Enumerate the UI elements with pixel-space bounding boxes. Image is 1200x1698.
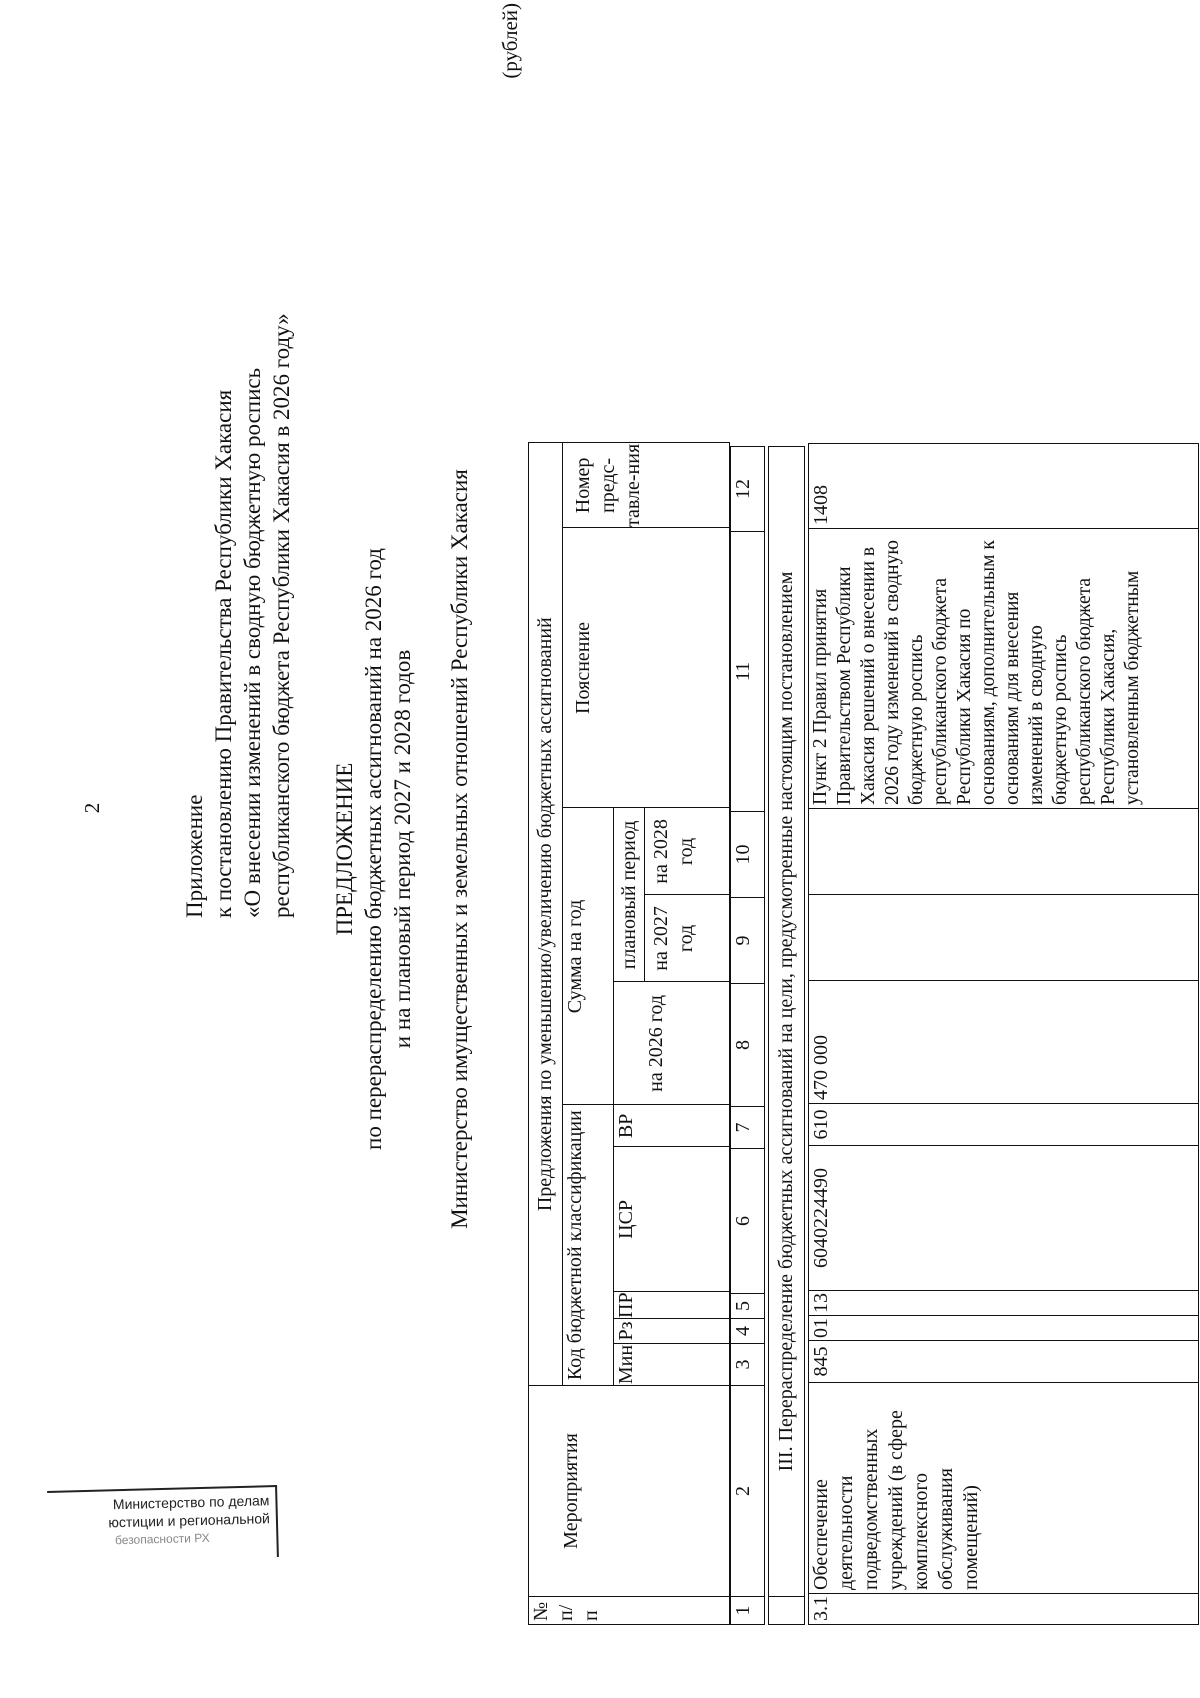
- header-rz: Рз: [614, 1319, 730, 1344]
- col-number: 11: [731, 532, 765, 812]
- units-label: (рублей): [498, 3, 522, 79]
- col-number: 7: [731, 1107, 765, 1149]
- col-number: 2: [731, 1386, 765, 1597]
- col-number: 4: [731, 1319, 765, 1344]
- header-budget-code: Код бюджетной классификации: [563, 1105, 614, 1386]
- col-number: 6: [731, 1149, 765, 1294]
- column-numbers-row: [730, 446, 765, 1625]
- ministry-name: Министерство имущественных и земельных отношений Республики Хакасия: [447, 469, 472, 1229]
- header-min: Мин: [614, 1344, 730, 1386]
- header-explanation: Пояснение: [563, 528, 730, 808]
- title-line: и на плановый период 2027 и 2028 годов: [390, 649, 415, 1049]
- row-2028: [809, 809, 1199, 895]
- header-proposals: Предложения по уменьшению/увеличению бюджетных ассигнований: [529, 443, 563, 1386]
- header-num: № п/п: [529, 1597, 730, 1625]
- col-number: 10: [731, 812, 765, 898]
- header-table: [528, 442, 730, 1625]
- appendix-line: «О внесении изменений в сводную бюджетную роспись: [240, 367, 265, 918]
- header-plan-period-group: [614, 808, 730, 982]
- col-number: 3: [731, 1344, 765, 1386]
- col-number: 12: [731, 447, 765, 532]
- appendix-block: [180, 18, 296, 918]
- section-title: III. Перераспределение бюджетных ассигнований на цели, предусмотренные настоящим постановлением: [769, 447, 805, 1597]
- row-2026: 470 000: [809, 981, 1199, 1104]
- header-plan-period: плановый период: [614, 808, 645, 981]
- title-heading: ПРЕДЛОЖЕНИЕ: [332, 762, 357, 936]
- row-rz: 01: [809, 1316, 1199, 1341]
- col-number: 8: [731, 984, 765, 1107]
- appendix-line: к постановлению Правительства Республики Хакасия: [211, 389, 236, 918]
- title-line: по перераспределению бюджетных ассигнований на 2026 год: [361, 548, 386, 1150]
- row-vr: 610: [809, 1104, 1199, 1146]
- row-explanation: Пункт 2 Правил принятия Правительством Республики Хакасия решений о внесении в 2026 году изменений в сводную бюджетную роспись республиканского бюджета Республики Хакасия по основаниям, дополнительным к основаниям для внесения изменений в сводную бюджетную роспись республиканского бюджета Республики Хакасия, установленным бюджетным: [809, 529, 1199, 809]
- header-2028: на 2028 год: [650, 819, 697, 884]
- row-event: Обеспечение деятельности подведомственных учреждений (в сфере комплексного обслуживания помещений): [809, 1383, 1199, 1594]
- header-csr: ЦСР: [614, 1147, 730, 1292]
- row-csr: 6040224490: [809, 1146, 1199, 1291]
- table-row: [809, 444, 1199, 1625]
- header-repr-number: Номер предс-тавле-ния: [563, 443, 730, 528]
- header-pr: ПР: [614, 1292, 730, 1319]
- header-2027: на 2027 год: [645, 894, 729, 981]
- section-row: [768, 446, 805, 1625]
- col-number: 5: [731, 1294, 765, 1319]
- row-repr: 1408: [809, 444, 1199, 529]
- appendix-line: республиканского бюджета Республики Хакасия в 2026 году»: [269, 313, 294, 918]
- row-pr: 13: [809, 1291, 1199, 1316]
- header-sum: Сумма на год: [563, 808, 614, 1105]
- header-2026: на 2026 год: [614, 982, 730, 1105]
- row-num: 3.1: [809, 1594, 1199, 1625]
- stamp-line: юстиции и региональной: [108, 1510, 271, 1531]
- header-vr: ВР: [614, 1105, 730, 1147]
- data-table: [808, 443, 1199, 1625]
- page-number: 2: [80, 802, 104, 814]
- col-number: 9: [731, 898, 765, 984]
- stamp-line: Министерство по делам: [112, 1492, 270, 1513]
- appendix-line: Приложение: [182, 794, 207, 918]
- row-2027: [809, 895, 1199, 981]
- stamp-line: безопасности РХ: [114, 1530, 210, 1548]
- registration-stamp: [47, 1485, 279, 1563]
- col-number: 1: [731, 1597, 765, 1625]
- document-title: [330, 0, 417, 1698]
- header-events: Мероприятия: [529, 1386, 730, 1597]
- row-min: 845: [809, 1341, 1199, 1383]
